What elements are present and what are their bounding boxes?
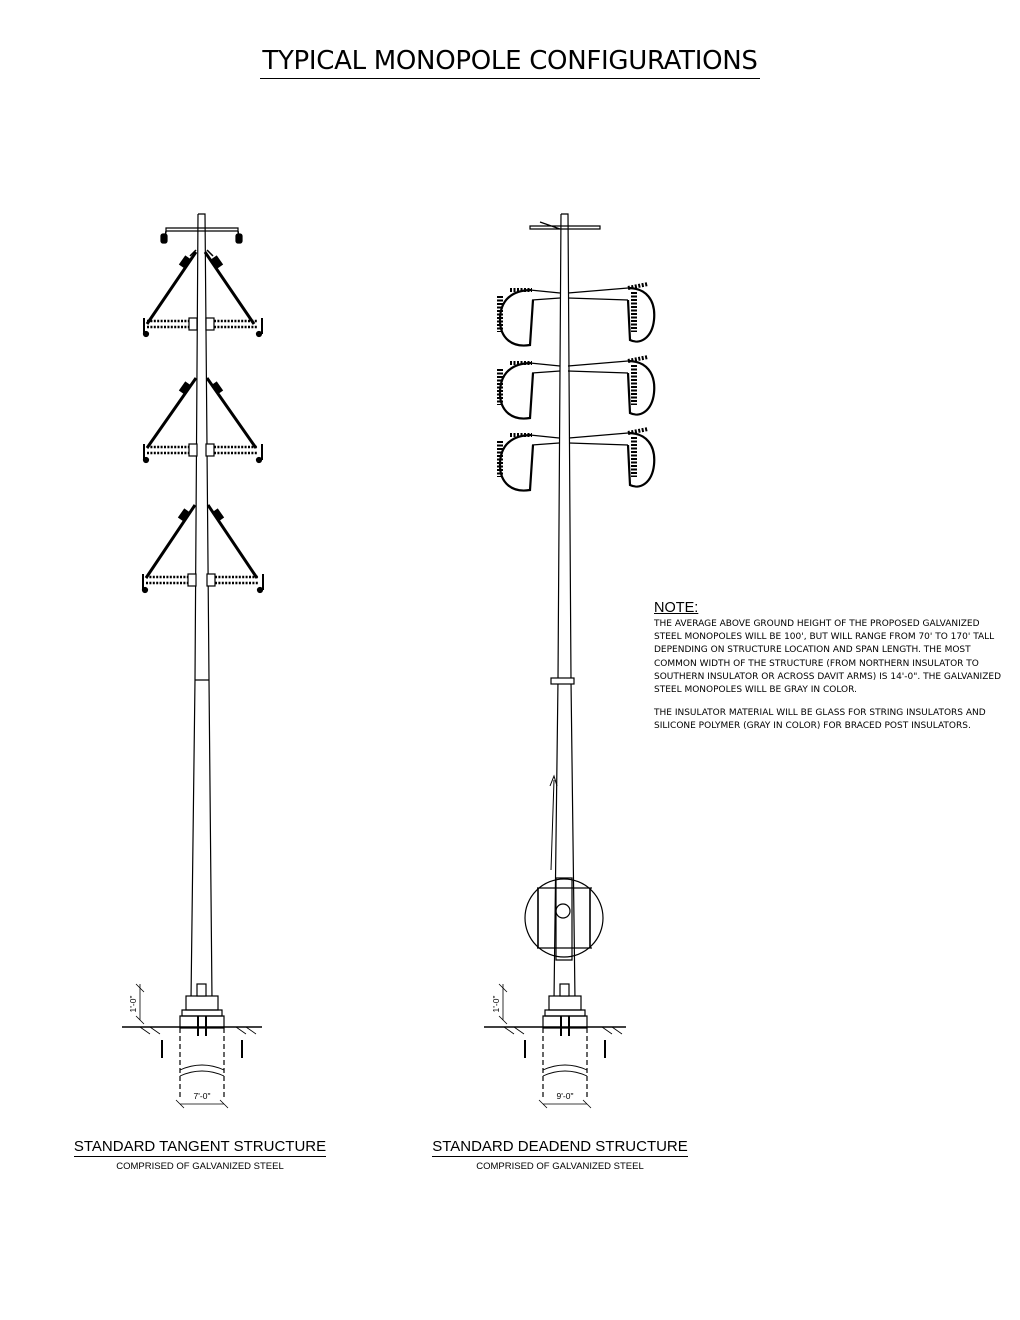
tangent-crossarm-bottom [143,505,264,593]
deadend-foundation [484,984,626,1108]
tangent-caption-subtitle: COMPRISED OF GALVANIZED STEEL [116,1161,284,1172]
tangent-caption-title: STANDARD TANGENT STRUCTURE [73,1138,327,1155]
deadend-davit-top [500,284,654,346]
tangent-static-arm [161,228,242,243]
tangent-structure [122,214,263,1108]
deadend-caption-subtitle: COMPRISED OF GALVANIZED STEEL [476,1161,644,1172]
deadend-pole-splice [551,678,574,684]
deadend-caption-title: STANDARD DEADEND STRUCTURE [432,1138,688,1155]
tangent-caption [60,1138,340,1172]
tangent-crossarm-top [144,250,263,337]
note-paragraph-insulator: THE INSULATOR MATERIAL WILL BE GLASS FOR STRING INSULATORS AND SILICONE POLYMER (GRAY IN COLOR) FOR BRACED POST INSULATORS. [654,708,986,732]
deadend-caption [420,1138,700,1172]
note-heading: NOTE: [654,600,699,616]
tangent-height-dim: 1'-0" [128,995,138,1013]
deadend-davit-middle [500,357,654,419]
tangent-width-dim: 7'-0" [193,1091,211,1101]
deadend-cable-ring [525,878,603,960]
tangent-crossarm-middle [144,378,263,463]
deadend-height-dim: 1'-0" [491,995,501,1013]
deadend-width-dim: 9'-0" [556,1091,574,1101]
note-block [654,600,1009,744]
tangent-foundation [122,984,262,1108]
deadend-static-arm [530,222,600,229]
page-title-text: TYPICAL MONOPOLE CONFIGURATIONS [260,46,759,79]
deadend-davit-bottom [500,429,654,491]
tangent-pole-shaft [191,214,212,1000]
deadend-structure [484,214,654,1108]
note-paragraph-height: THE AVERAGE ABOVE GROUND HEIGHT OF THE PROPOSED GALVANIZED STEEL MONOPOLES WILL BE 100', BUT WILL RANGE FROM 70' TO 170' TALL DEPENDING ON STRUCTURE LOCATION AND SPAN LENGTH. THE MOST COMMON WIDTH OF THE STRUCTURE (FROM NORTHERN INSULATOR TO SOUTHERN INSULATOR OR ACROSS DAVIT ARMS) IS 14'-0". THE GALVANIZED STEEL MONOPOLES WILL BE GRAY IN COLOR. [654,619,1001,696]
